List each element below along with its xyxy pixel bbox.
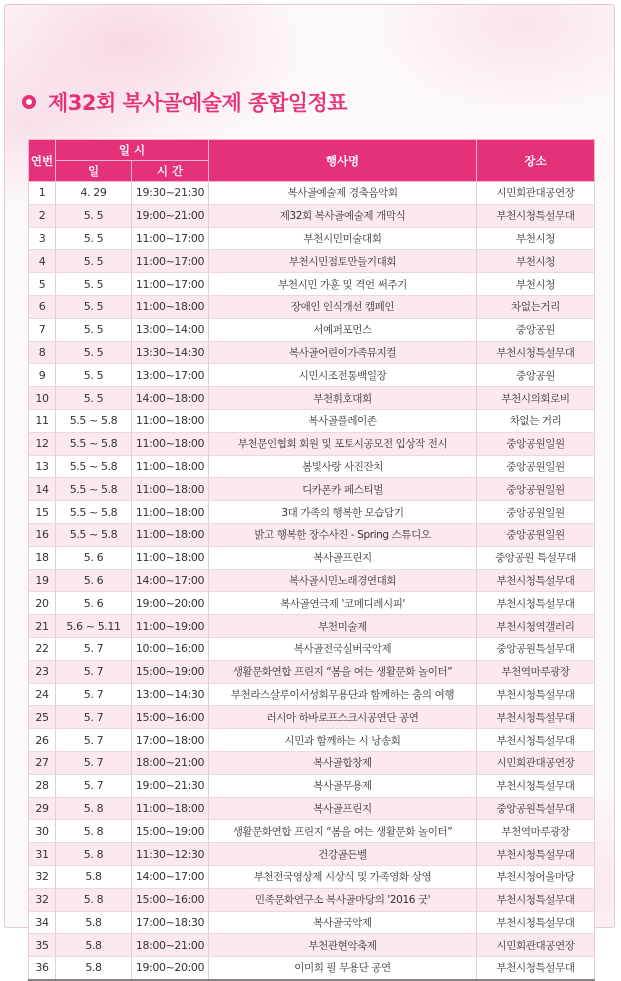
header-date: 일 <box>56 161 132 182</box>
header-datetime: 일 시 <box>56 140 209 161</box>
cell-date: 5. 5 <box>56 364 132 387</box>
cell-place: 부천시의회로비 <box>477 387 595 410</box>
cell-place: 부천시청특설무대 <box>477 683 595 706</box>
table-row <box>29 820 595 843</box>
header-time: 시 간 <box>132 161 209 182</box>
cell-date: 5. 5 <box>56 227 132 250</box>
table-row <box>29 318 595 341</box>
cell-no: 28 <box>29 774 56 797</box>
cell-time: 19:30~21:30 <box>132 182 209 205</box>
cell-time: 19:00~21:00 <box>132 204 209 227</box>
cell-no: 25 <box>29 706 56 729</box>
cell-event: 장애인 인식개선 캠페인 <box>209 295 477 318</box>
cell-date: 5. 5 <box>56 204 132 227</box>
cell-time: 11:00~18:00 <box>132 409 209 432</box>
cell-place: 부천시청 <box>477 250 595 273</box>
cell-event: 부천전국영상제 시상식 및 가족영화 상영 <box>209 865 477 888</box>
cell-time: 11:00~18:00 <box>132 432 209 455</box>
schedule-table <box>28 139 595 981</box>
cell-time: 11:00~18:00 <box>132 797 209 820</box>
cell-place: 부천시청특설무대 <box>477 911 595 934</box>
cell-event: 러시아 하바로프스크시공연단 공연 <box>209 706 477 729</box>
cell-no: 32 <box>29 865 56 888</box>
table-row <box>29 250 595 273</box>
cell-time: 11:00~18:00 <box>132 455 209 478</box>
cell-event: 3대 가족의 행복한 모습담기 <box>209 501 477 524</box>
cell-date: 5.5 ~ 5.8 <box>56 501 132 524</box>
cell-place: 시민회관대공연장 <box>477 182 595 205</box>
cell-time: 14:00~17:00 <box>132 865 209 888</box>
cell-event: 복사골플레이존 <box>209 409 477 432</box>
page-title: 제32회 복사골예술제 종합일정표 <box>48 91 348 115</box>
cell-time: 19:00~20:00 <box>132 592 209 615</box>
cell-no: 10 <box>29 387 56 410</box>
cell-time: 11:00~17:00 <box>132 273 209 296</box>
cell-event: 이미희 필 무용단 공연 <box>209 957 477 980</box>
cell-no: 9 <box>29 364 56 387</box>
cell-place: 부천시청특설무대 <box>477 569 595 592</box>
cell-no: 31 <box>29 843 56 866</box>
cell-event: 복사골시민노래경연대회 <box>209 569 477 592</box>
cell-time: 11:00~19:00 <box>132 615 209 638</box>
cell-no: 36 <box>29 957 56 980</box>
cell-event: 부천라스살루이서성회무용단과 함께하는 춤의 여행 <box>209 683 477 706</box>
cell-date: 5. 5 <box>56 273 132 296</box>
cell-no: 7 <box>29 318 56 341</box>
table-row <box>29 432 595 455</box>
cell-event: 복사골프린지 <box>209 546 477 569</box>
cell-date: 5.5 ~ 5.8 <box>56 478 132 501</box>
cell-time: 11:00~18:00 <box>132 295 209 318</box>
cell-event: 부천휘호대회 <box>209 387 477 410</box>
cell-date: 5. 8 <box>56 797 132 820</box>
cell-no: 14 <box>29 478 56 501</box>
table-body <box>29 182 595 980</box>
cell-event: 복사골무용제 <box>209 774 477 797</box>
cell-date: 5. 6 <box>56 546 132 569</box>
cell-date: 5. 8 <box>56 843 132 866</box>
cell-event: 부천시민점토만들기대회 <box>209 250 477 273</box>
cell-date: 5.5 ~ 5.8 <box>56 432 132 455</box>
cell-event: 부천관현악축제 <box>209 934 477 957</box>
cell-place: 부천역마루광장 <box>477 820 595 843</box>
table-row <box>29 455 595 478</box>
cell-place: 중앙공원특설무대 <box>477 797 595 820</box>
cell-date: 5.8 <box>56 934 132 957</box>
cell-event: 밝고 행복한 장수사진 - Spring 스튜디오 <box>209 523 477 546</box>
cell-place: 부천시청특설무대 <box>477 204 595 227</box>
cell-time: 17:00~18:30 <box>132 911 209 934</box>
cell-time: 11:00~18:00 <box>132 523 209 546</box>
cell-place: 부천시청특설무대 <box>477 341 595 364</box>
cell-date: 5.8 <box>56 911 132 934</box>
cell-time: 13:00~17:00 <box>132 364 209 387</box>
table-row <box>29 364 595 387</box>
cell-date: 5. 6 <box>56 569 132 592</box>
cell-event: 복사골합창제 <box>209 751 477 774</box>
cell-event: 시민과 함께하는 시 낭송회 <box>209 729 477 752</box>
cell-no: 34 <box>29 911 56 934</box>
cell-place: 중앙공원 특설무대 <box>477 546 595 569</box>
cell-place: 부천시청어울마당 <box>477 865 595 888</box>
cell-date: 5. 7 <box>56 774 132 797</box>
cell-place: 부천시청특설무대 <box>477 729 595 752</box>
table-row <box>29 501 595 524</box>
cell-event: 복사골연극제 '코메디레시피' <box>209 592 477 615</box>
cell-time: 13:30~14:30 <box>132 341 209 364</box>
cell-time: 19:00~20:00 <box>132 957 209 980</box>
cell-date: 5.5 ~ 5.8 <box>56 455 132 478</box>
table-row <box>29 751 595 774</box>
cell-date: 5. 7 <box>56 683 132 706</box>
cell-no: 18 <box>29 546 56 569</box>
cell-event: 봄빛사랑 사진잔치 <box>209 455 477 478</box>
cell-no: 35 <box>29 934 56 957</box>
cell-no: 23 <box>29 660 56 683</box>
cell-date: 5. 7 <box>56 751 132 774</box>
table-row <box>29 729 595 752</box>
cell-date: 5. 8 <box>56 888 132 911</box>
cell-date: 4. 29 <box>56 182 132 205</box>
cell-no: 20 <box>29 592 56 615</box>
header-event: 행사명 <box>209 140 477 182</box>
table-row <box>29 637 595 660</box>
cell-place: 부천시청특설무대 <box>477 957 595 980</box>
table-row <box>29 797 595 820</box>
cell-event: 민족문화연구소 복사골마당의 '2016 굿' <box>209 888 477 911</box>
cell-place: 부천시청특설무대 <box>477 888 595 911</box>
cell-date: 5. 5 <box>56 341 132 364</box>
cell-place: 중앙공원일원 <box>477 523 595 546</box>
cell-time: 15:00~19:00 <box>132 820 209 843</box>
cell-place: 중앙공원일원 <box>477 455 595 478</box>
cell-date: 5.5 ~ 5.8 <box>56 409 132 432</box>
cell-event: 부천시민 가훈 및 격언 써주기 <box>209 273 477 296</box>
cell-no: 1 <box>29 182 56 205</box>
cell-place: 부천시청특설무대 <box>477 843 595 866</box>
cell-place: 중앙공원 <box>477 364 595 387</box>
cell-event: 복사골프린지 <box>209 797 477 820</box>
cell-place: 시민회관대공연장 <box>477 934 595 957</box>
cell-event: 제32회 복사골예술제 개막식 <box>209 204 477 227</box>
cell-no: 26 <box>29 729 56 752</box>
cell-time: 18:00~21:00 <box>132 934 209 957</box>
cell-time: 11:00~18:00 <box>132 501 209 524</box>
cell-time: 15:00~16:00 <box>132 888 209 911</box>
cell-place: 차없는거리 <box>477 295 595 318</box>
header-no: 연번 <box>29 140 56 182</box>
cell-no: 15 <box>29 501 56 524</box>
table-row <box>29 409 595 432</box>
cell-time: 19:00~21:30 <box>132 774 209 797</box>
cell-time: 18:00~21:00 <box>132 751 209 774</box>
title-block <box>22 88 347 116</box>
cell-time: 14:00~17:00 <box>132 569 209 592</box>
table-row <box>29 774 595 797</box>
table-row <box>29 615 595 638</box>
table-row <box>29 569 595 592</box>
cell-event: 복사골전국실버국악제 <box>209 637 477 660</box>
cell-place: 부천시청특설무대 <box>477 774 595 797</box>
cell-date: 5. 5 <box>56 250 132 273</box>
cell-event: 복사골예술제 경축음악회 <box>209 182 477 205</box>
cell-date: 5. 5 <box>56 387 132 410</box>
cell-date: 5. 8 <box>56 820 132 843</box>
cell-event: 디카폰카 페스티벌 <box>209 478 477 501</box>
cell-event: 복사골어린이가족뮤지컬 <box>209 341 477 364</box>
cell-place: 차없는 거리 <box>477 409 595 432</box>
cell-time: 14:00~18:00 <box>132 387 209 410</box>
cell-no: 12 <box>29 432 56 455</box>
cell-no: 27 <box>29 751 56 774</box>
cell-event: 부천시민미술대회 <box>209 227 477 250</box>
cell-date: 5. 7 <box>56 729 132 752</box>
cell-time: 11:00~17:00 <box>132 250 209 273</box>
cell-no: 22 <box>29 637 56 660</box>
cell-date: 5. 5 <box>56 318 132 341</box>
table-row <box>29 865 595 888</box>
cell-time: 15:00~19:00 <box>132 660 209 683</box>
table-row <box>29 295 595 318</box>
cell-event: 부천미술제 <box>209 615 477 638</box>
table-row <box>29 660 595 683</box>
cell-event: 생활문화연합 프린지 “봄을 여는 생활문화 놀이터” <box>209 820 477 843</box>
cell-place: 부천시청역갤러리 <box>477 615 595 638</box>
cell-place: 부천시청 <box>477 227 595 250</box>
table-row <box>29 523 595 546</box>
table-row <box>29 182 595 205</box>
cell-event: 서예퍼포먼스 <box>209 318 477 341</box>
cell-date: 5. 7 <box>56 706 132 729</box>
cell-date: 5. 7 <box>56 660 132 683</box>
cell-place: 부천역마루광장 <box>477 660 595 683</box>
table-row <box>29 888 595 911</box>
cell-no: 24 <box>29 683 56 706</box>
table-row <box>29 478 595 501</box>
cell-no: 21 <box>29 615 56 638</box>
table-header <box>29 140 595 182</box>
cell-no: 29 <box>29 797 56 820</box>
cell-date: 5. 6 <box>56 592 132 615</box>
cell-date: 5. 5 <box>56 295 132 318</box>
cell-no: 30 <box>29 820 56 843</box>
cell-no: 11 <box>29 409 56 432</box>
table-row <box>29 592 595 615</box>
cell-no: 5 <box>29 273 56 296</box>
cell-place: 부천시청특설무대 <box>477 706 595 729</box>
cell-date: 5. 7 <box>56 637 132 660</box>
cell-time: 17:00~18:00 <box>132 729 209 752</box>
cell-no: 32 <box>29 888 56 911</box>
table-row <box>29 843 595 866</box>
cell-place: 중앙공원일원 <box>477 432 595 455</box>
table-row <box>29 227 595 250</box>
cell-no: 2 <box>29 204 56 227</box>
cell-date: 5.5 ~ 5.8 <box>56 523 132 546</box>
table-row <box>29 683 595 706</box>
cell-date: 5.6 ~ 5.11 <box>56 615 132 638</box>
cell-place: 중앙공원 <box>477 318 595 341</box>
cell-place: 시민회관대공연장 <box>477 751 595 774</box>
cell-event: 건강골든벨 <box>209 843 477 866</box>
header-place: 장소 <box>477 140 595 182</box>
table-row <box>29 957 595 980</box>
table-row <box>29 204 595 227</box>
cell-no: 4 <box>29 250 56 273</box>
table-row <box>29 546 595 569</box>
cell-time: 11:00~17:00 <box>132 227 209 250</box>
cell-place: 부천시청 <box>477 273 595 296</box>
cell-event: 시민시조전통백일장 <box>209 364 477 387</box>
cell-place: 중앙공원일원 <box>477 501 595 524</box>
cell-time: 11:00~18:00 <box>132 546 209 569</box>
table-row <box>29 273 595 296</box>
cell-time: 13:00~14:30 <box>132 683 209 706</box>
cell-place: 부천시청특설무대 <box>477 592 595 615</box>
cell-place: 중앙공원일원 <box>477 478 595 501</box>
table-row <box>29 911 595 934</box>
cell-place: 중앙공원특설무대 <box>477 637 595 660</box>
cell-time: 13:00~14:00 <box>132 318 209 341</box>
table-row <box>29 387 595 410</box>
cell-date: 5.8 <box>56 865 132 888</box>
cell-no: 6 <box>29 295 56 318</box>
cell-time: 15:00~16:00 <box>132 706 209 729</box>
cell-no: 19 <box>29 569 56 592</box>
cell-no: 13 <box>29 455 56 478</box>
cell-time: 11:00~18:00 <box>132 478 209 501</box>
cell-no: 16 <box>29 523 56 546</box>
cell-event: 복사골국악제 <box>209 911 477 934</box>
cell-time: 10:00~16:00 <box>132 637 209 660</box>
cell-no: 8 <box>29 341 56 364</box>
cell-event: 생활문화연합 프린지 “봄을 여는 생활문화 놀이터” <box>209 660 477 683</box>
table-row <box>29 341 595 364</box>
cell-no: 3 <box>29 227 56 250</box>
table-row <box>29 934 595 957</box>
cell-date: 5.8 <box>56 957 132 980</box>
table-row <box>29 706 595 729</box>
cell-event: 부천문인협회 회원 및 포토시공모전 입상작 전시 <box>209 432 477 455</box>
ring-bullet-icon <box>22 95 36 109</box>
cell-time: 11:30~12:30 <box>132 843 209 866</box>
